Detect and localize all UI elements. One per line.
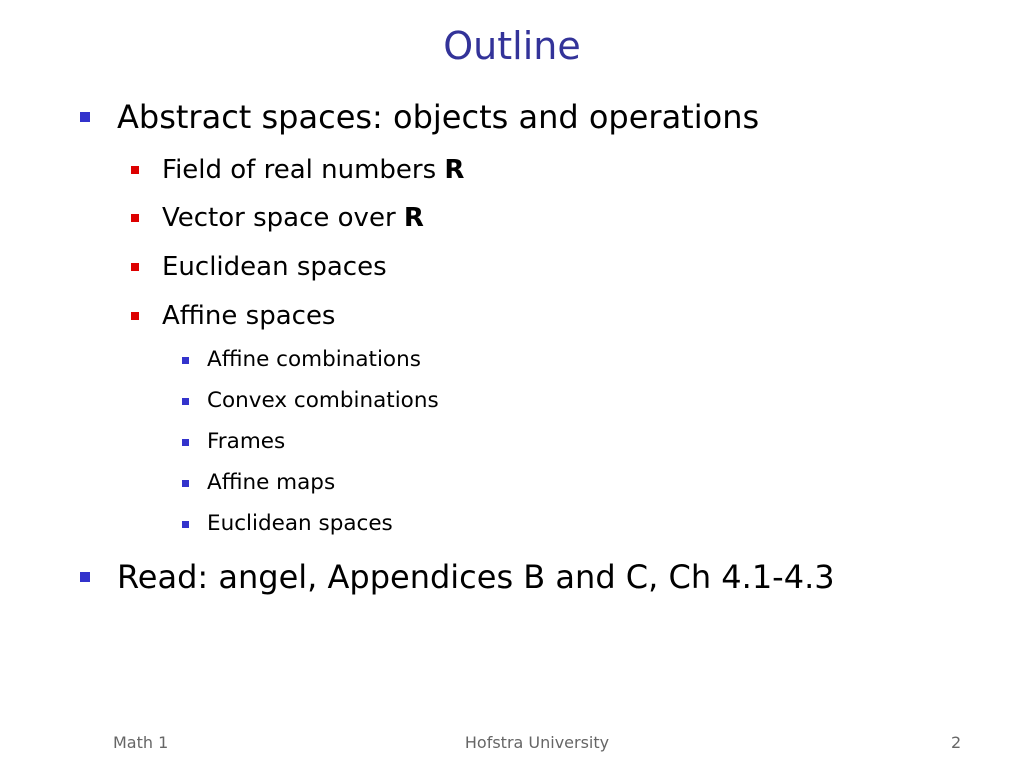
list-item-euclidean-spaces: [162, 250, 387, 284]
square-bullet-icon: [131, 263, 139, 271]
list-item-reading: [117, 557, 835, 597]
real-numbers-symbol: R: [444, 155, 465, 185]
square-bullet-icon: [131, 214, 139, 222]
list-item-field-of-real-numbers: [162, 153, 464, 187]
list-item-text: Convex combinations: [207, 388, 439, 413]
list-item-affine-maps: [207, 469, 335, 497]
real-numbers-symbol: R: [403, 203, 424, 233]
list-item-vector-space: [162, 201, 424, 235]
square-bullet-icon: [80, 572, 90, 582]
square-bullet-icon: [182, 439, 189, 446]
list-item-abstract-spaces: [117, 97, 759, 137]
square-bullet-icon: [131, 312, 139, 320]
square-bullet-icon: [131, 166, 139, 174]
square-bullet-icon: [182, 398, 189, 405]
footer-page-number: 2: [951, 733, 962, 752]
slide-title: Outline: [443, 24, 581, 68]
list-item-text: Euclidean spaces: [162, 252, 387, 282]
list-item-affine-spaces: [162, 299, 335, 333]
list-item-text: Vector space over: [162, 203, 404, 233]
list-item-frames: [207, 428, 285, 456]
square-bullet-icon: [80, 112, 90, 122]
list-item-text: Field of real numbers: [162, 155, 445, 185]
list-item-text: Abstract spaces: objects and operations: [117, 98, 760, 136]
square-bullet-icon: [182, 480, 189, 487]
list-item-euclidean-spaces-sub: [207, 510, 393, 538]
list-item-text: Read: angel, Appendices B and C, Ch 4.1-4.3: [117, 558, 835, 596]
list-item-convex-combinations: [207, 387, 439, 415]
list-item-text: Frames: [207, 429, 286, 454]
list-item-text: Euclidean spaces: [207, 511, 393, 536]
list-item-affine-combinations: [207, 346, 421, 374]
list-item-text: Affine spaces: [162, 301, 336, 331]
square-bullet-icon: [182, 357, 189, 364]
square-bullet-icon: [182, 521, 189, 528]
list-item-text: Affine combinations: [207, 347, 421, 372]
footer-course: Math 1: [113, 733, 169, 752]
list-item-text: Affine maps: [207, 470, 336, 495]
footer-institution: Hofstra University: [464, 733, 610, 752]
